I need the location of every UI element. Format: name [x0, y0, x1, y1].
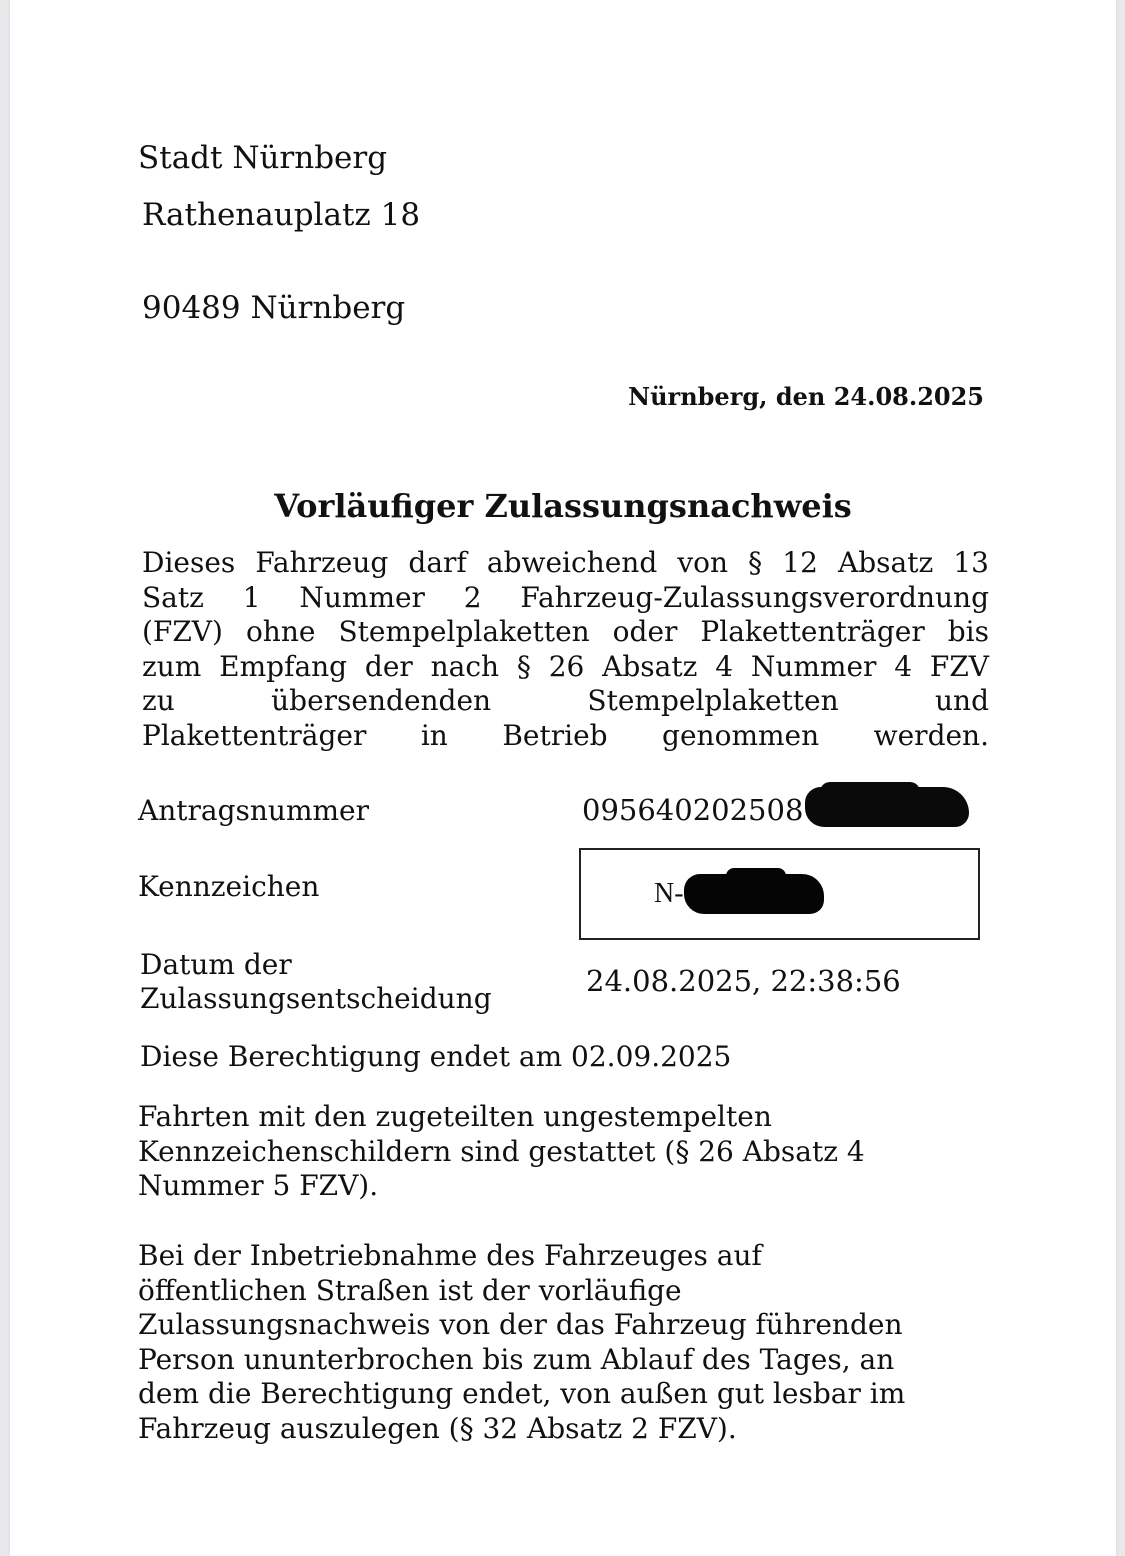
paragraph-line: dem die Berechtigung endet, von außen gut lesbar im	[138, 1377, 906, 1411]
date-line: Nürnberg, den 24.08.2025	[628, 382, 984, 411]
paragraph-driving	[138, 1100, 978, 1204]
address-line-street: Rathenauplatz 18	[142, 197, 421, 233]
datum-value: 24.08.2025, 22:38:56	[586, 964, 901, 998]
paragraph-display-obligation	[138, 1239, 978, 1447]
paragraph-line: Fahrzeug auszulegen (§ 32 Absatz 2 FZV).	[138, 1411, 737, 1445]
license-plate-box	[579, 848, 980, 940]
intro-paragraph	[142, 546, 989, 754]
paragraph-line: Person ununterbrochen bis zum Ablauf des Tages, an	[138, 1342, 895, 1376]
paragraph-line: Bei der Inbetriebnahme des Fahrzeuges auf	[138, 1239, 762, 1272]
intro-line: (FZV) ohne Stempelplaketten oder Plakettenträger bis	[142, 615, 989, 649]
paragraph-line: Nummer 5 FZV).	[138, 1169, 379, 1203]
license-plate-value: N-	[654, 878, 684, 909]
document-title: Vorläufiger Zulassungsnachweis	[274, 487, 852, 525]
datum-label-line1: Datum der	[140, 948, 292, 981]
antrag-label: Antragsnummer	[138, 794, 369, 827]
validity-text: Diese Berechtigung endet am 02.09.2025	[140, 1040, 732, 1073]
redaction-mark	[820, 782, 920, 802]
intro-line: zum Empfang der nach § 26 Absatz 4 Nummer 4 FZV	[142, 649, 989, 683]
address-line-postcode: 90489 Nürnberg	[142, 290, 406, 326]
paragraph-line: Fahrten mit den zugeteilten ungestempelten	[138, 1100, 772, 1133]
intro-line: Satz 1 Nummer 2 Fahrzeug-Zulassungsverordnung	[142, 580, 989, 614]
address-line-city: Stadt Nürnberg	[138, 140, 388, 176]
antrag-value: 095640202508	[582, 793, 804, 827]
kennzeichen-label: Kennzeichen	[138, 870, 320, 903]
datum-label-line2: Zulassungsentscheidung	[140, 982, 492, 1015]
intro-line: Plakettenträger in Betrieb genommen werden.	[142, 718, 989, 752]
intro-line: zu übersendenden Stempelplaketten und	[142, 684, 989, 718]
redaction-mark	[726, 868, 786, 884]
paragraph-line: öffentlichen Straßen ist der vorläufige	[138, 1273, 682, 1307]
document-page	[10, 0, 1116, 1556]
paragraph-line: Zulassungsnachweis von der das Fahrzeug führenden	[138, 1308, 903, 1342]
paragraph-line: Kennzeichenschildern sind gestattet (§ 26 Absatz 4	[138, 1134, 865, 1168]
intro-line: Dieses Fahrzeug darf abweichend von § 12 Absatz 13	[142, 546, 989, 579]
